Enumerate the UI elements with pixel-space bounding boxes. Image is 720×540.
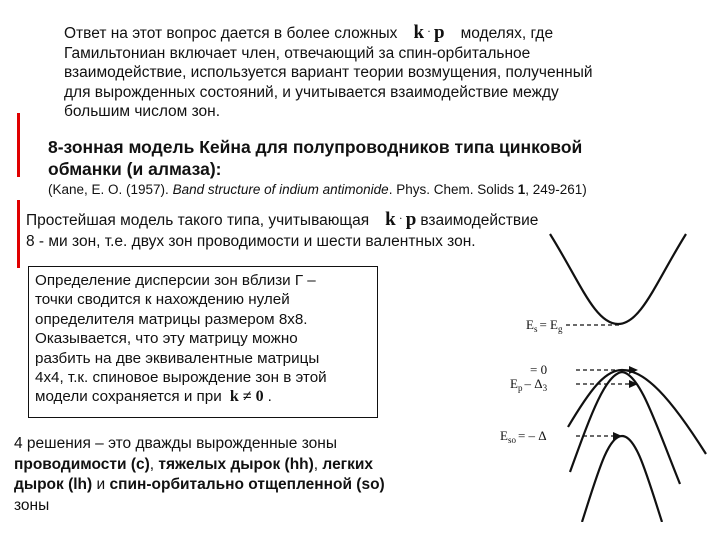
intro-line-1 <box>64 22 624 44</box>
ref-authors: (Kane, E. O. (1957). <box>48 182 173 197</box>
k-neq-zero: k ≠ 0 <box>229 388 264 406</box>
solutions-line-3 <box>14 475 385 496</box>
intro-line-2: Гамильтониан включает член, отвечающий за спин-орбитальное <box>64 44 531 62</box>
red-accent-bar-1 <box>17 113 20 177</box>
ref-journal: . Phys. Chem. Solids <box>388 182 518 197</box>
eso-label: $E_{so}$ = – Δ <box>500 428 547 445</box>
solutions-line-4: зоны <box>14 496 50 514</box>
reference <box>48 182 587 197</box>
sol-sep-2: , <box>313 455 323 473</box>
sol-heavy-holes: тяжелых дырок (hh) <box>158 455 314 473</box>
intro-line-5: большим числом зон. <box>64 103 221 120</box>
sol-light-1: легких <box>322 455 374 473</box>
sol-split-off: спин-орбитально отщепленной (so) <box>109 476 385 493</box>
kp-k: k <box>413 22 425 43</box>
es-label: $E_s = E_g$ <box>526 317 563 334</box>
sol-sep-3: и <box>92 476 110 493</box>
intro-line-4: для вырожденных состояний, и учитывается взаимодействие между <box>64 83 559 101</box>
box-line-1: Определение дисперсии зон вблизи Г – <box>35 272 316 289</box>
kp2-p: p <box>405 209 417 230</box>
ep-label: = 0 <box>530 362 548 377</box>
box-line-4: Оказывается, что эту матрицу можно <box>35 330 298 348</box>
solutions-line-1: 4 решения – это дважды вырожденные зоны <box>14 435 337 452</box>
simple-model-line-1 <box>26 208 538 231</box>
kp-p: p <box>434 22 445 43</box>
dispersion-box <box>28 266 378 418</box>
simple-model-paragraph <box>26 208 538 252</box>
box-line-5: разбить на две эквивалентные матрицы <box>35 349 320 367</box>
box-line-3: определителя матрицы размером 8х8. <box>35 310 308 328</box>
kp2-k: k <box>385 209 396 230</box>
sol-sep-1: , <box>149 455 159 473</box>
simple-model-text-1b: взаимодействие <box>420 212 539 229</box>
ep-delta-label: $E_p - \Delta_3$ <box>510 376 548 393</box>
box-line-2: точки сводится к нахождению нулей <box>35 291 290 309</box>
simple-model-text-1a: Простейшая модель такого типа, учитывающая <box>26 212 370 229</box>
red-accent-bar-2 <box>17 200 20 268</box>
intro-text-1b: моделях, где <box>460 25 554 42</box>
intro-paragraph <box>64 22 624 122</box>
kane-model-heading <box>48 136 688 180</box>
solutions-paragraph <box>14 434 385 516</box>
sol-conduction: проводимости (с) <box>14 455 150 473</box>
ref-volume: 1 <box>517 182 526 197</box>
box-line-7 <box>35 387 377 406</box>
eso-arrowhead <box>613 432 622 440</box>
box-text-7a: модели сохраняется и при <box>35 388 222 406</box>
box-period: . <box>267 388 272 406</box>
kp-symbol-2: k · p <box>385 209 417 230</box>
intro-text-1a: Ответ на этот вопрос дается в более сложных <box>64 25 398 42</box>
box-line-6: 4х4, т.к. спиновое вырождение зон в этой <box>35 369 327 387</box>
heading-line-2: обманки (и алмаза): <box>48 159 222 179</box>
intro-line-3: взаимодействие, используется вариант теории возмущения, полученный <box>64 64 593 81</box>
light-hole-band-curve <box>570 372 680 484</box>
ref-pages: , 249-261) <box>525 182 587 197</box>
heading-line-1: 8-зонная модель Кейна для полупроводников типа цинковой <box>48 137 583 157</box>
sol-light-2: дырок (lh) <box>14 476 93 493</box>
split-off-band-curve <box>582 436 662 522</box>
simple-model-line-2: 8 - ми зон, т.е. двух зон проводимости и шести валентных зон. <box>26 233 476 250</box>
solutions-line-2 <box>14 455 385 476</box>
kp-symbol: k · p <box>413 22 445 43</box>
band-structure-diagram <box>470 222 720 522</box>
conduction-band-curve <box>550 234 686 324</box>
ref-title: Band structure of indium antimonide <box>172 182 389 197</box>
